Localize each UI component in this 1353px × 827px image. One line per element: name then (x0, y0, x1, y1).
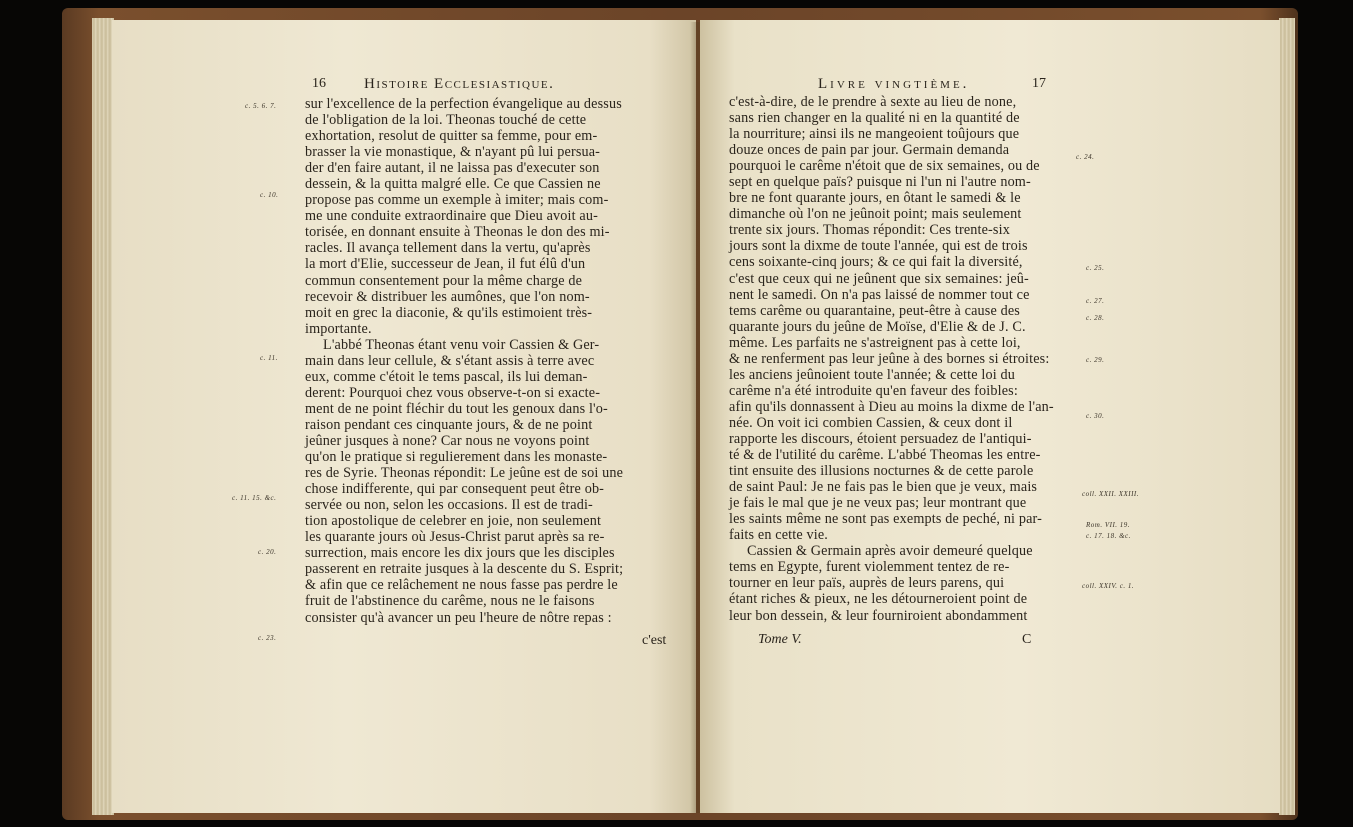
text-line: la mort d'Elie, successeur de Jean, il fut élû d'un (305, 256, 586, 273)
volume-footer: Tome V. (758, 632, 802, 647)
text-line: brasser la vie monastique, & n'ayant pû lui persua- (305, 144, 601, 161)
text-line: Cassien & Germain après avoir demeuré quelque (747, 543, 1033, 560)
text-line: étant riches & pieux, ne les détourneroient point de (729, 591, 1028, 608)
text-line: nent le samedi. On n'a pas laissé de nommer tout ce (729, 286, 1030, 303)
text-line: moit en grec la diaconie, & qu'ils estimoient très- (305, 304, 593, 321)
margin-note: c. 23. (258, 634, 277, 642)
text-line: jeûner jusques à none? Car nous ne voyons point (305, 432, 590, 449)
text-line: née. On voit ici combien Cassien, & ceux dont il (729, 414, 1013, 431)
text-line: c'est que ceux qui ne jeûnent que six semaines: jeû- (729, 270, 1029, 287)
text-line: surrection, mais encore les dix jours que les disciples (305, 545, 615, 562)
text-line: racles. Il avança tellement dans la vertu, qu'après (305, 240, 591, 257)
left-text-block (305, 96, 680, 626)
right-page (700, 20, 1280, 813)
margin-note: c. 10. (260, 191, 279, 199)
text-line: faits en cette vie. (729, 527, 828, 544)
text-line: fruit de l'abstinence du carême, nous ne le faisons (305, 593, 595, 610)
signature-mark: C (1022, 632, 1032, 647)
left-running-head: Histoire Ecclesiastique. (364, 76, 555, 92)
margin-note: coll. XXIV. c. 1. (1082, 582, 1135, 590)
left-page (112, 20, 696, 813)
text-line: tion apostolique de celebrer en joie, non seulement (305, 513, 602, 530)
text-line: tems carême ou quarantaine, peut-être à cause des (729, 302, 1020, 319)
text-line: propose pas comme un exemple à imiter; mais com- (305, 192, 609, 209)
margin-note: c. 11. (260, 354, 278, 362)
text-line: consister qu'à avancer un peu l'heure de nôtre repas : (305, 609, 612, 626)
text-line: derent: Pourquoi chez vous observe-t-on si exacte- (305, 384, 601, 401)
text-line: les quarante jours où Jesus-Christ parut après sa re- (305, 529, 605, 546)
text-line: raison pendant ces cinquante jours, & de ne point (305, 416, 593, 433)
left-folio: 16 (312, 76, 326, 91)
margin-note: c. 20. (258, 548, 277, 556)
text-line: dimanche où l'on ne jeûnoit point; mais seulement (729, 206, 1022, 223)
text-line: carême n'a été introduite qu'en faveur des foibles: (729, 382, 1018, 399)
text-line: servée ou non, selon les occasions. Il est de tradi- (305, 497, 593, 514)
text-line: jours sont la dixme de toute l'année, qui est de trois (729, 238, 1028, 255)
text-line: & afin que ce relâchement ne nous fasse pas perdre le (305, 577, 618, 594)
margin-note: c. 24. (1076, 153, 1095, 161)
margin-note: c. 30. (1086, 412, 1105, 420)
margin-note: coll. XXII. XXIII. (1082, 490, 1140, 498)
text-line: importante. (305, 320, 372, 337)
text-line: quarante jours du jeûne de Moïse, d'Elie & de J. C. (729, 318, 1026, 335)
text-line: les anciens jeûnoient toute l'année; & cette loi du (729, 366, 1015, 383)
margin-note: c. 11. 15. &c. (232, 494, 277, 502)
right-running-head: Livre vingtième. (818, 76, 970, 92)
text-line: sans rien changer en la qualité ni en la quantité de (729, 110, 1020, 127)
text-line: je fais le mal que je ne veux pas; leur montrant que (729, 495, 1027, 512)
text-line: me une conduite extraordinaire que Dieu avoit au- (305, 208, 598, 225)
text-line: cens soixante-cinq jours; & ce qui fait la diversité, (729, 254, 1023, 271)
text-line: rapporte les discours, étoient persuadez de l'antiqui- (729, 430, 1032, 447)
right-page-edges (1279, 18, 1295, 815)
text-line: leur bon dessein, & leur fourniroient abondamment (729, 607, 1028, 624)
right-text-block (729, 94, 1059, 624)
margin-note: c. 27. (1086, 297, 1105, 305)
text-line: der d'en faire autant, il ne laissa pas d'executer son (305, 160, 600, 177)
text-line: té & de l'utilité du carême. L'abbé Theomas les entre- (729, 447, 1041, 464)
text-line: trente six jours. Thomas répondit: Ces trente-six (729, 222, 1010, 239)
text-line: chose indifferente, qui par consequent peut être ob- (305, 481, 605, 498)
text-line: pourquoi le carême n'étoit que de six semaines, ou de (729, 158, 1040, 175)
text-line: qu'on le pratique si regulierement dans les monaste- (305, 449, 608, 466)
text-line: douze onces de pain par jour. Germain demanda (729, 142, 1010, 159)
text-line: même. Les parfaits ne s'astreignent pas à cette loi, (729, 334, 1021, 351)
text-line: sur l'excellence de la perfection évangelique au dessus (305, 96, 622, 112)
text-line: main dans leur cellule, & s'étant assis à terre avec (305, 352, 595, 369)
text-line: dessein, & la quitta malgré elle. Ce que Cassien ne (305, 176, 601, 193)
text-line: & ne renferment pas leur jeûne à des bornes si étroites: (729, 350, 1050, 367)
margin-note: c. 17. 18. &c. (1086, 532, 1131, 540)
text-line: commun consentement pour la même charge de (305, 272, 583, 289)
margin-note: c. 25. (1086, 264, 1105, 272)
text-line: de l'obligation de la loi. Theonas touché de cette (305, 112, 587, 129)
text-line: sept en quelque païs? puisque ni l'un ni l'autre nom- (729, 174, 1031, 191)
text-line: ment de ne point fléchir du tout les genoux dans l'o- (305, 400, 608, 417)
margin-note: Rom. VII. 19. (1086, 521, 1131, 529)
text-line: eux, comme c'étoit le tems pascal, ils lui deman- (305, 368, 588, 385)
margin-note: c. 28. (1086, 314, 1105, 322)
text-line: tint ensuite des illusions nocturnes & de cette parole (729, 463, 1034, 480)
text-line: c'est-à-dire, de le prendre à sexte au lieu de none, (729, 94, 1017, 110)
text-line: la nourriture; ainsi ils ne mangeoient toûjours que (729, 126, 1020, 143)
right-folio: 17 (1032, 76, 1046, 91)
text-line: tems en Egypte, furent violemment tentez de re- (729, 559, 1010, 576)
text-line: recevoir & distribuer les aumônes, que l'on nom- (305, 288, 590, 305)
text-line: les saints même ne sont pas exempts de peché, ni par- (729, 511, 1043, 528)
text-line: res de Syrie. Theonas répondit: Le jeûne est de soi une (305, 465, 624, 482)
text-line: tourner en leur païs, auprès de leurs parens, qui (729, 575, 1005, 592)
left-catchword: c'est (642, 633, 667, 648)
text-line: exhortation, resolut de quitter sa femme, pour em- (305, 128, 598, 145)
text-line: bre ne font quarante jours, en ôtant le samedi & le (729, 190, 1021, 207)
left-page-edges (92, 18, 114, 815)
margin-note: c. 5. 6. 7. (245, 102, 277, 110)
margin-note: c. 29. (1086, 356, 1105, 364)
text-line: torisée, en donnant ensuite à Theonas le don des mi- (305, 224, 610, 241)
text-line: de saint Paul: Je ne fais pas le bien que je veux, mais (729, 479, 1038, 496)
text-line: passerent en retraite jusques à la descente du S. Esprit; (305, 561, 624, 578)
text-line: L'abbé Theonas étant venu voir Cassien & Ger- (323, 336, 600, 353)
text-line: afin qu'ils donnassent à Dieu au moins la dixme de l'an- (729, 398, 1054, 415)
